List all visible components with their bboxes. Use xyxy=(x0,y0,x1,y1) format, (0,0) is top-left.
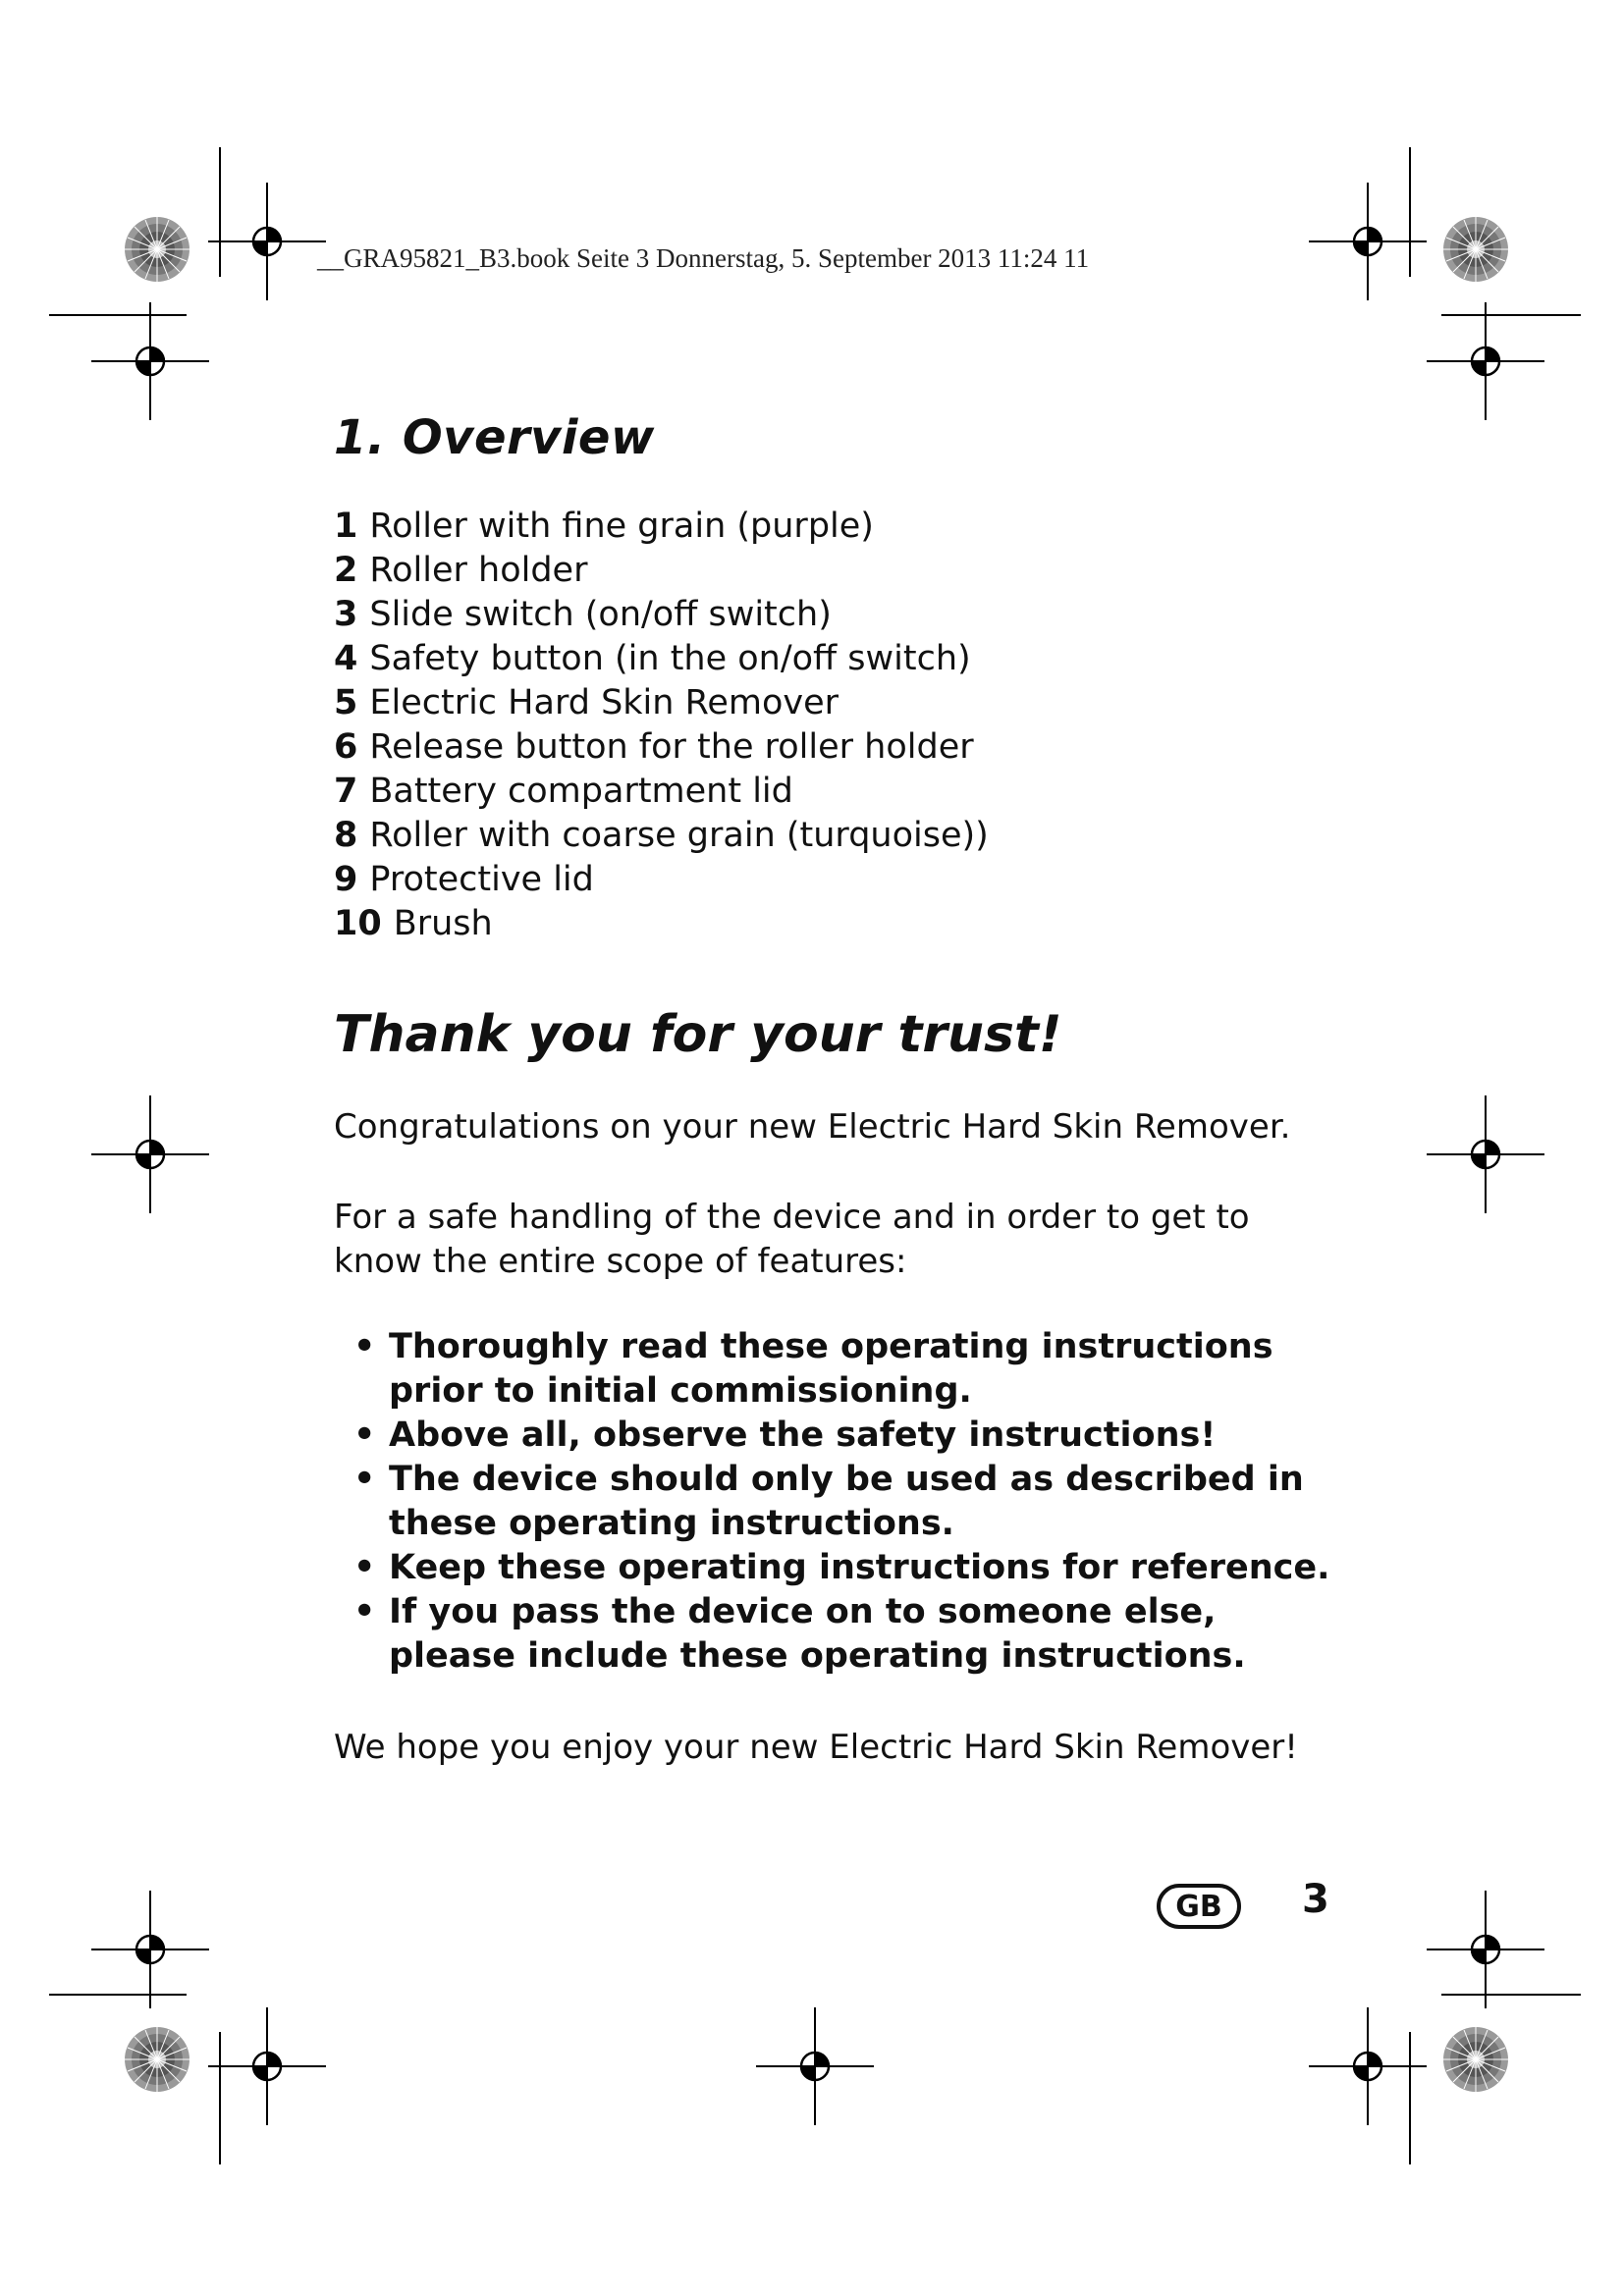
item-number: 7 xyxy=(334,772,358,811)
item-text: Release button for the roller holder xyxy=(369,727,974,767)
item-number: 4 xyxy=(334,639,358,678)
item-text: Slide switch (on/off switch) xyxy=(369,595,832,634)
bullet-icon: • xyxy=(353,1460,376,1499)
bullet-icon: • xyxy=(353,1327,376,1366)
thanks-title: Thank you for your trust! xyxy=(334,1005,1062,1064)
list-item xyxy=(334,814,989,858)
list-item xyxy=(334,549,989,593)
list-item xyxy=(334,637,989,681)
item-number: 2 xyxy=(334,551,358,590)
list-item xyxy=(334,593,989,637)
list-item xyxy=(334,1414,1335,1458)
list-item xyxy=(334,1325,1335,1414)
item-text: Roller with fine grain (purple) xyxy=(369,507,874,546)
list-item xyxy=(334,1458,1335,1546)
item-number: 8 xyxy=(334,816,358,855)
list-item xyxy=(334,902,989,946)
bullet-icon: • xyxy=(353,1415,376,1455)
list-item xyxy=(334,770,989,814)
print-slug: __GRA95821_B3.book Seite 3 Donnerstag, 5. September 2013 11:24 11 xyxy=(317,243,1090,273)
item-number: 1 xyxy=(334,507,358,546)
item-number: 9 xyxy=(334,860,358,899)
list-item xyxy=(334,505,989,549)
list-item xyxy=(334,1590,1335,1679)
closing-paragraph: We hope you enjoy your new Electric Hard Skin Remover! xyxy=(334,1728,1298,1767)
item-text: Roller holder xyxy=(369,551,588,590)
country-badge: GB xyxy=(1157,1884,1241,1929)
bullet-icon: • xyxy=(353,1592,376,1631)
item-text: Roller with coarse grain (turquoise)) xyxy=(369,816,989,855)
item-number: 5 xyxy=(334,683,358,722)
bullet-icon: • xyxy=(353,1548,376,1587)
list-item xyxy=(334,1546,1335,1590)
item-text: Battery compartment lid xyxy=(369,772,793,811)
instruction-bullets xyxy=(334,1325,1335,1679)
bullet-text: Keep these operating instructions for reference. xyxy=(389,1548,1330,1587)
intro-paragraph: For a safe handling of the device and in order to get to know the entire scope of features: xyxy=(334,1198,1250,1281)
congrats-paragraph: Congratulations on your new Electric Hard Skin Remover. xyxy=(334,1107,1291,1147)
list-item xyxy=(334,858,989,902)
page-number: 3 xyxy=(1302,1877,1329,1922)
list-item xyxy=(334,681,989,725)
item-number: 3 xyxy=(334,595,358,634)
bullet-text: Above all, observe the safety instructions! xyxy=(389,1415,1217,1455)
list-item xyxy=(334,725,989,770)
item-text: Electric Hard Skin Remover xyxy=(369,683,839,722)
item-number: 6 xyxy=(334,727,358,767)
item-number: 10 xyxy=(334,904,382,943)
bullet-text: Thoroughly read these operating instructions prior to initial commissioning. xyxy=(389,1327,1273,1411)
bullet-text: If you pass the device on to someone else, please include these operating instructions. xyxy=(389,1592,1246,1676)
item-text: Protective lid xyxy=(369,860,594,899)
item-text: Safety button (in the on/off switch) xyxy=(369,639,971,678)
bullet-text: The device should only be used as described in these operating instructions. xyxy=(389,1460,1304,1543)
overview-title: 1. Overview xyxy=(334,410,655,465)
parts-list xyxy=(334,505,989,946)
item-text: Brush xyxy=(393,904,493,943)
